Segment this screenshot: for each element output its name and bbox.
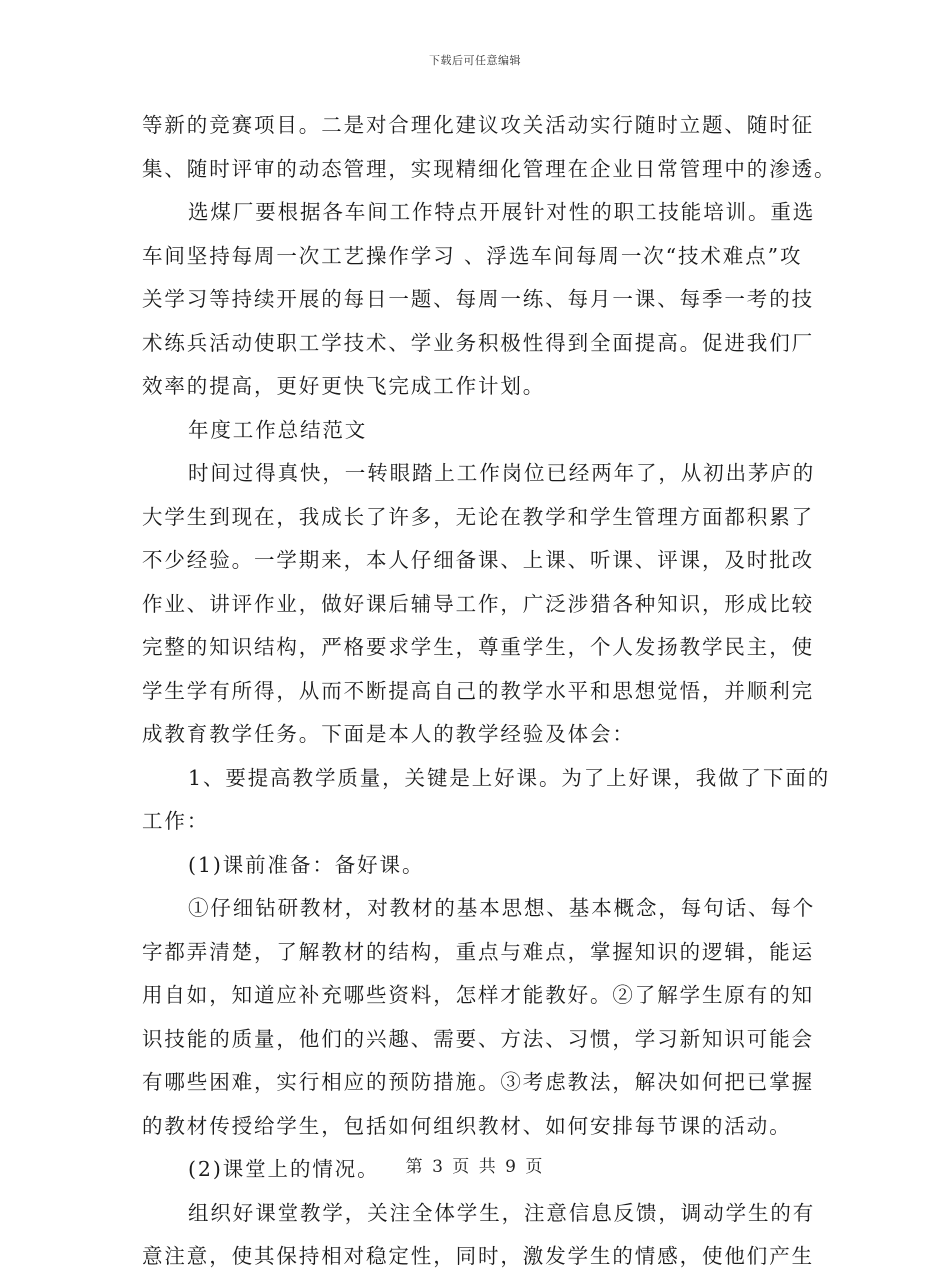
text-line: 完整的知识结构，严格要求学生，尊重学生，个人发扬教学民主，使 [142, 635, 814, 659]
text-line: 识技能的质量，他们的兴趣、需要、方法、习惯，学习新知识可能会 [142, 1026, 814, 1051]
text-line: 成教育教学任务。下面是本人的教学经验及体会： [142, 722, 635, 746]
text-line: (2)课堂上的情况。 [188, 1157, 380, 1181]
text-line: 意注意，使其保持相对稳定性，同时，激发学生的情感，使他们产生 [142, 1244, 814, 1268]
text-line: 关学习等持续开展的每日一题、每周一练、每月一课、每季一考的技 [142, 287, 814, 311]
text-line: 时间过得真快，一转眼踏上工作岗位已经两年了，从初出茅庐的 [188, 461, 816, 485]
text-line: 1、要提高教学质量，关键是上好课。为了上好课，我做了下面的 [188, 765, 831, 790]
page-number: 第 3 页 共 9 页 [405, 1157, 545, 1177]
text-line: 选煤厂要根据各车间工作特点开展针对性的职工技能培训。重选 [188, 200, 816, 224]
text-line: 等新的竞赛项目。二是对合理化建议攻关活动实行随时立题、随时征 [142, 113, 814, 137]
text-line: 学生学有所得，从而不断提高自己的教学水平和思想觉悟，并顺利完 [142, 678, 814, 703]
text-line: 有哪些困难，实行相应的预防措施。③考虑教法，解决如何把已掌握 [142, 1070, 814, 1094]
text-line: 工作： [142, 809, 210, 833]
text-line: 字都弄清楚，了解教材的结构，重点与难点，掌握知识的逻辑，能运 [142, 939, 814, 964]
text-line: 不少经验。一学期来，本人仔细备课、上课、听课、评课，及时批改 [142, 548, 814, 572]
text-line: (1)课前准备：备好课。 [188, 852, 425, 877]
text-line: 车间坚持每周一次工艺操作学习 、浮选车间每周一次“技术难点”攻 [142, 243, 803, 268]
text-line: 用自如，知道应补充哪些资料，怎样才能教好。②了解学生原有的知 [142, 983, 814, 1007]
text-line: 大学生到现在，我成长了许多，无论在教学和学生管理方面都积累了 [142, 504, 814, 529]
text-line: 年度工作总结范文 [188, 417, 368, 442]
text-line: 组织好课堂教学，关注全体学生，注意信息反馈，调动学生的有 [188, 1200, 816, 1225]
text-line: 集、随时评审的动态管理，实现精细化管理在企业日常管理中的渗透。 [142, 156, 837, 181]
text-line: 作业、讲评作业，做好课后辅导工作，广泛涉猎各种知识，形成比较 [142, 591, 814, 616]
text-line: 效率的提高，更好更快飞完成工作计划。 [142, 374, 546, 398]
text-line: 的教材传授给学生，包括如何组织教材、如何安排每节课的活动。 [142, 1113, 792, 1138]
text-line: ①仔细钻研教材，对教材的基本思想、基本概念，每句话、每个 [188, 896, 816, 920]
document-body [142, 104, 837, 1279]
text-line: 术练兵活动使职工学技术、学业务积极性得到全面提高。促进我们厂 [142, 330, 814, 355]
page-header: 下载后可任意编辑 [429, 54, 521, 67]
